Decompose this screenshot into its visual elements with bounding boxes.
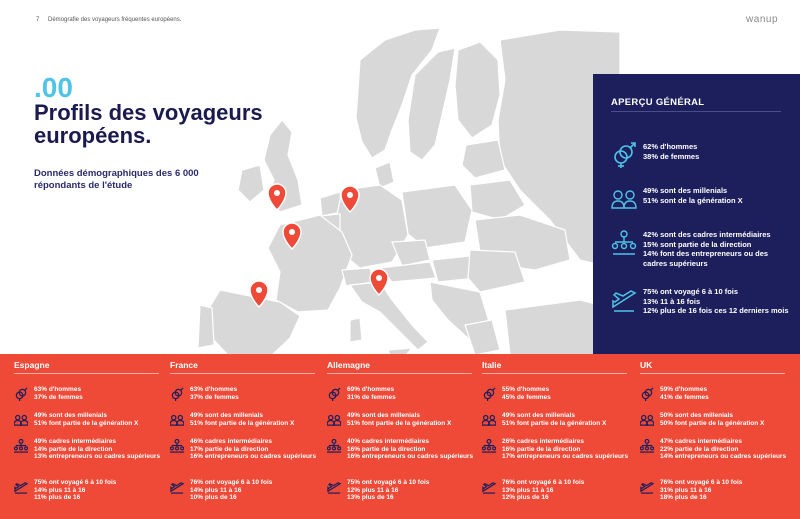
country-stat-line: 50% font partie de la génération X [660, 419, 765, 427]
hierarchy-icon [611, 230, 637, 256]
country-stat-line: 51% font partie de la génération X [502, 419, 607, 427]
overview-line: 75% ont voyagé 6 à 10 fois [643, 287, 739, 296]
map-denmark [375, 162, 394, 188]
map-ireland [238, 165, 264, 202]
section-code: .00 [34, 72, 73, 103]
map-baltics [462, 140, 505, 178]
airplane-icon [611, 287, 637, 313]
country-stat-line: 51% font partie de la génération X [34, 419, 139, 427]
country-stat-line: 76% ont voyagé 6 à 10 fois [502, 479, 585, 486]
country-stat-line: 40% cadres intermédiaires [347, 438, 430, 445]
overview-line: 62% d'hommes [643, 142, 698, 151]
hierarchy-icon [640, 439, 654, 453]
country-stat-line: 16% partie de la direction [347, 445, 426, 453]
country-column-italie [482, 360, 637, 502]
country-stat-line: 13% plus 11 à 16 [502, 486, 554, 494]
country-stat-line: 13% entrepreneurs ou cadres supérieurs [34, 453, 161, 461]
overview-line: 12% plus de 16 fois ces 12 derniers mois [643, 306, 789, 315]
country-stat-line: 51% font partie de la génération X [347, 419, 452, 427]
country-stat-line: 50% sont des millenials [660, 412, 733, 419]
country-stat-line: 22% partie de la direction [660, 445, 739, 453]
country-stat-line: 76% ont voyagé 6 à 10 fois [190, 479, 273, 486]
country-stat-line: 16% entrepreneurs ou cadres supérieurs [347, 453, 474, 461]
map-portugal [198, 305, 214, 348]
airplane-icon [482, 480, 496, 494]
airplane-icon [327, 480, 341, 494]
gender-icon [14, 387, 28, 401]
generation-icon [611, 186, 637, 212]
gender-icon [482, 387, 496, 401]
country-name: France [170, 360, 315, 374]
country-stat-line: 63% d'hommes [34, 386, 82, 393]
gender-icon [327, 387, 341, 401]
country-stat-line: 49% sont des millenials [34, 412, 107, 419]
country-stat-line: 31% plus 11 à 16 [660, 486, 712, 494]
country-stat-line: 17% partie de la direction [190, 445, 269, 453]
country-stat-line: 49% cadres intermédiaires [34, 438, 117, 445]
gender-icon [640, 387, 654, 401]
overview-line: 13% 11 à 16 fois [643, 296, 701, 306]
country-stat-line: 14% plus 11 à 16 [190, 486, 242, 494]
country-stat-line: 69% d'hommes [347, 386, 395, 393]
country-column-allemagne [327, 360, 482, 502]
country-stat-line: 17% entrepreneurs ou cadres supérieurs [502, 453, 629, 461]
country-stat-line: 47% cadres intermédiaires [660, 438, 743, 445]
overview-divider [611, 111, 781, 112]
country-stat-line: 49% sont des millenials [190, 412, 263, 419]
overview-panel [593, 74, 800, 354]
gender-icon [611, 142, 637, 168]
country-stat-line: 49% sont des millenials [347, 412, 420, 419]
country-stat-line: 14% plus 11 à 16 [34, 486, 86, 494]
country-stat-line: 10% plus de 16 [190, 494, 237, 502]
generation-icon [14, 413, 28, 427]
country-name: UK [640, 360, 785, 374]
country-stat-line: 14% partie de la direction [34, 445, 113, 453]
europe-map [180, 20, 620, 355]
gender-icon [170, 387, 184, 401]
country-stat-line: 18% plus de 16 [660, 494, 707, 502]
country-column-france [170, 360, 325, 502]
overview-line: 51% sont de la génération X [643, 195, 743, 205]
overview-line: 38% de femmes [643, 151, 700, 161]
country-stat-line: 14% entrepreneurs ou cadres supérieurs [660, 453, 787, 461]
map-poland [402, 185, 472, 248]
country-name: Allemagne [327, 360, 472, 374]
country-stat-line: 26% cadres intermédiaires [502, 438, 585, 445]
country-stat-line: 37% de femmes [34, 393, 83, 401]
country-stat-line: 51% font partie de la génération X [190, 419, 295, 427]
airplane-icon [640, 480, 654, 494]
generation-icon [640, 413, 654, 427]
map-france [268, 215, 352, 312]
country-stat-line: 41% de femmes [660, 393, 709, 401]
hierarchy-icon [482, 439, 496, 453]
overview-line: 42% sont des cadres intermédiaires [643, 230, 771, 239]
country-name: Italie [482, 360, 627, 374]
page-number: 7 [36, 17, 40, 23]
map-finland [455, 42, 500, 138]
country-stat-line: 31% de femmes [347, 393, 396, 401]
map-greece [465, 320, 500, 355]
page-subtitle: Données démographiques des 6 000 répondants de l'étude [34, 168, 199, 191]
hierarchy-icon [170, 439, 184, 453]
country-stat-line: 45% de femmes [502, 393, 551, 401]
country-stat-line: 59% d'hommes [660, 386, 708, 393]
hierarchy-icon [327, 439, 341, 453]
section-title: Démografie des voyageurs fréquentes européens. [48, 17, 182, 23]
country-stat-line: 55% d'hommes [502, 386, 550, 393]
map-romania [468, 250, 525, 292]
page-title: Profils des voyageurs européens. [34, 100, 263, 148]
country-stat-line: 12% plus de 16 [502, 494, 549, 502]
country-stat-line: 49% sont des millenials [502, 412, 575, 419]
country-stat-line: 46% cadres intermédiaires [190, 438, 273, 445]
overview-line: 49% sont des millenials [643, 186, 728, 195]
map-sardinia [350, 318, 362, 342]
country-stat-line: 16% partie de la direction [502, 445, 581, 453]
country-stat-line: 13% plus de 16 [347, 494, 394, 502]
overview-line: 15% sont partie de la direction [643, 239, 752, 249]
country-stat-line: 75% ont voyagé 6 à 10 fois [347, 479, 430, 486]
country-stat-line: 12% plus 11 à 16 [347, 486, 399, 494]
country-name: Espagne [14, 360, 159, 374]
airplane-icon [170, 480, 184, 494]
country-stat-line: 63% d'hommes [190, 386, 238, 393]
brand-logo: wanup [746, 14, 778, 25]
country-stat-line: 37% de femmes [190, 393, 239, 401]
overview-heading: APERÇU GÉNÉRAL [611, 97, 705, 108]
country-column-espagne [14, 360, 169, 502]
country-stat-line: 75% ont voyagé 6 à 10 fois [34, 479, 117, 486]
airplane-icon [14, 480, 28, 494]
country-stat-line: 76% ont voyagé 6 à 10 fois [660, 479, 743, 486]
hierarchy-icon [14, 439, 28, 453]
country-stat-line: 11% plus de 16 [34, 494, 81, 502]
generation-icon [482, 413, 496, 427]
country-column-uk [640, 360, 795, 502]
country-stat-line: 16% entrepreneurs ou cadres supérieurs [190, 453, 317, 461]
overview-line: 14% font des entrepreneurs ou des cadres supérieurs [643, 249, 769, 268]
generation-icon [170, 413, 184, 427]
country-breakdown [0, 354, 800, 519]
generation-icon [327, 413, 341, 427]
